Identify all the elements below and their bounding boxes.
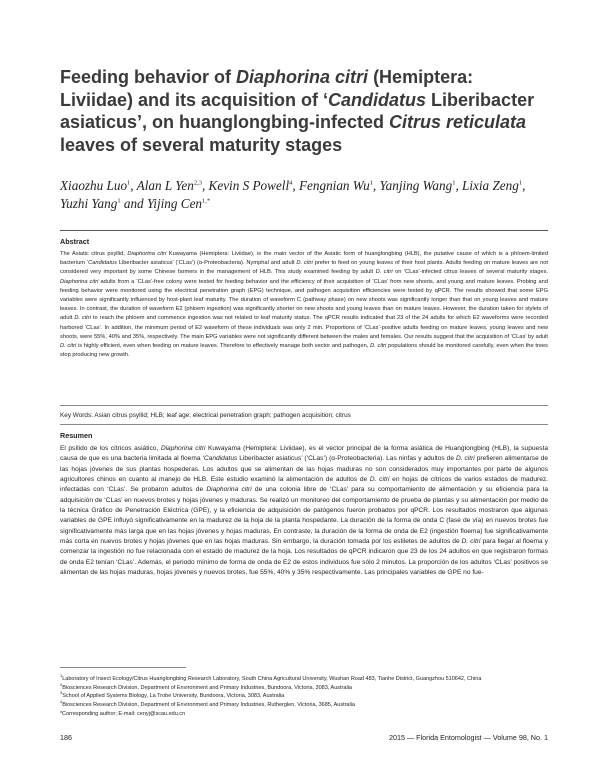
text-run: Liberibacter asiaticus’ (‘CLas’) (α-Proteobacteria). Nymphal and adult xyxy=(116,260,297,267)
author-name: Yuzhi Yang xyxy=(60,195,118,211)
title-candidatus: Candidatus xyxy=(328,89,427,110)
page-number: 186 xyxy=(60,733,72,742)
keywords-label: Key Words: xyxy=(60,412,93,419)
author-separator: , xyxy=(455,178,463,193)
author-affiliation-marker: 1 xyxy=(369,179,373,187)
text-run: adults from a ‘CLas’-free colony were tested for feeding behavior and the efficiency of their acquisition of ‘CLas’ from new shoots, and young and mature leaves. Probing and feeding behavior were monitored using the electrical penetration graph (EPG) technique, and pathogen acquisition efficiencies were tested by qPCR. The results showed that some EPG variables were significantly influenced by host-plant leaf maturity. The duration of waveform C (pathway phase) on new shoots was significantly longer than that on young leaves and mature leaves. In contrast, the duration of waveform E2 (phloem ingestion) was significantly shorter on new shoots and young leaves than on mature leaves. However, the duration taken for stylets of adult xyxy=(60,278,549,322)
keywords xyxy=(60,411,548,420)
text-run: to reach the phloem and commence ingestion was not related to leaf maturity status. The qPCR results indicated that 23 of the 24 adults for which E2 waveforms were recorded harbored ‘CLas’. In addition, the minimum period of E2 waveform of these individuals was only 2 min. Proportions of ‘CLas’-positive adults feeding on mature leaves, young leaves and new shoots, were 55%, 40% and 35%, respectively. The main EPG variables were not significantly different between the males and females. Our results suggest that the acquisition of ‘CLas’ by adult xyxy=(60,315,548,340)
author-name: Fengnian Wu xyxy=(298,178,370,193)
article-title xyxy=(60,66,550,156)
author-affiliation-marker: 1 xyxy=(518,179,523,187)
author-list xyxy=(60,177,550,212)
footnote-marker: 2 xyxy=(60,681,63,687)
author-affiliation-marker: 1 xyxy=(452,179,456,187)
text-run: para llegar al floema y comenzar la ingestión no fue relacionada con el estado de madurez de la hoja. Los resultados de qPCR indicaron que 23 de los 24 adultos en que registraron formas de onda E2 tenían ‘CLas’. Además, el periodo mínimo de forma de onda de E2 de estos individuos fue sólo 2 minutos. La proporción de los adultos ‘CLas’ positivos se alimentan de las hojas maduras, hojas jóvenes y nuevos brotes, fue 55%, 40% y 35% respectivamente. Las principales variables de GPE no fue- xyxy=(60,538,548,577)
abstract-text xyxy=(60,250,548,360)
author-name: Yijing Cen xyxy=(146,195,203,211)
italic-term: D. citri xyxy=(375,269,393,276)
italic-term: Diaphorina citri xyxy=(127,251,167,257)
italic-term: D. citri xyxy=(60,343,77,350)
footnote-marker: 4 xyxy=(60,699,63,705)
title-species: Diaphorina citri xyxy=(236,67,369,87)
footnote-marker: 3 xyxy=(60,690,63,696)
title-part: (Hemiptera: Liviidae) and its acquisition of ‘ xyxy=(60,67,474,110)
author-name: Xiaozhu Luo xyxy=(60,178,128,193)
italic-term: D. citri xyxy=(296,260,313,267)
author-separator: and xyxy=(120,195,147,211)
author-affiliation-marker: 2,3 xyxy=(193,179,202,187)
footnote-text: Biosciences Research Division, Department of Environment and Primary Industries, Rutherglen, Victoria, 3685, Australia xyxy=(62,702,355,709)
text-run: Liberibacter asiaticus’ (‘CLas’) (α-Proteobacteria). Las ninfas y adultos de xyxy=(237,455,456,463)
text-run: en hojas de cítricos de varios estados de madurez. infectadas con ‘CLas’. Se probaron adultos de xyxy=(60,476,548,494)
italic-term: Diaphorina citri xyxy=(206,486,252,494)
italic-term: Diaphorina citri xyxy=(160,445,206,452)
keywords-rule xyxy=(60,405,548,406)
text-run: prefer to feed on young leaves of their host plants. Adults feeding on mature leaves are not considered very important by some Chinese farmers in the management of HLB. This study examined feeding by adult xyxy=(60,260,549,276)
author-affiliation-marker: 1,* xyxy=(202,197,211,205)
author-affiliation-marker: 1 xyxy=(127,179,131,187)
text-run: prefieren alimentarse de las hojas jóvenes de sus plantas hospederas. Los adultos que se alimentan de las hojas maduras no son considerados muy importantes por parte de algunos agricultores chinos en cuanto al manejo de HLB. Este estudio examinó la alimentación de adultos de xyxy=(60,455,549,484)
footnote-text: Laboratory of Insect Ecology/Citrus Huanglongbing Research Laboratory, South China Agricultural University, Wushan Road 483, Tianhe District, Guangzhou 510642, China xyxy=(62,676,482,682)
author-separator: , xyxy=(522,178,526,193)
resumen-heading: Resumen xyxy=(60,431,93,440)
italic-term: D. citri xyxy=(455,455,475,463)
footnote-item xyxy=(60,692,548,701)
text-run: de una colonia libre de ‘CLas’ para su comportamiento de alimentación y su eficiencia para la adquisición de ‘CLas’ en nuevos brotes y hojas jóvenes y maduras. Se realizó un monitoreo del comportamiento de prueba de plantas y su alimentación por medio de la técnica Gráfico de Penetración Eléctrica (GPE), y la eficiencia de adquisición de patógenos fueron probados por qPCR. Los resultados mostraron que algunas variables de GPE influyó significativamente en la madurez de la hoja de la planta hospedante. La duración de la forma de onda C (fase de vía) en nuevos brotes fue significativamente más larga que en las hojas jóvenes y hojas maduras. En contraste, la duración de la forma de onda de E2 (ingestión floema) fue significativamente más corta en nuevos brotes y hojas jóvenes que en las hojas maduras. Sin embargo, la duración tomada por los estiletes de adultos de xyxy=(60,486,548,546)
title-part: Liberibacter asiaticus’, on huanglongbing-infected xyxy=(60,89,535,132)
title-part: Feeding behavior of xyxy=(60,67,237,87)
author-separator: , xyxy=(372,178,380,193)
italic-term: Candidatus xyxy=(203,455,238,463)
footnote-item xyxy=(60,710,548,719)
text-run: populations should be monitored carefully, even when the trees stop producing new growth. xyxy=(60,343,548,359)
author-affiliation-marker: 1 xyxy=(117,197,121,205)
keywords-text: Asian citrus psyllid; HLB; leaf age; electrical penetration graph; pathogen acquisition; citrus xyxy=(92,412,351,419)
text-run: Kuwayama (Hemiptera: Liviidae), is the main vector of the Asiatic form of huanglongbing (HLB), the putative cause of which is a phloem-limited bacterium ‘ xyxy=(60,251,548,267)
footnotes xyxy=(60,675,548,719)
author-name: Kevin S Powell xyxy=(208,178,290,193)
author-separator: , xyxy=(292,178,299,193)
text-run: El psílido de los cítricos asiático, xyxy=(60,445,161,452)
author-name: Yanjing Wang xyxy=(379,178,453,193)
resumen-rule xyxy=(60,424,548,425)
footnote-text: *Corresponding author; E-mail: cenyj@scau.edu.cn xyxy=(60,710,186,717)
abstract-top-rule xyxy=(60,230,548,231)
footnote-text: School of Applied Systems Biology, La Trobe University, Bundoora, Victoria, 3083, Australia xyxy=(62,693,285,700)
footnote-item xyxy=(60,675,548,684)
italic-term: D. citri xyxy=(370,343,387,350)
text-run: The Asiatic citrus psyllid, xyxy=(60,251,128,257)
journal-footer: 2015 — Florida Entomologist — Volume 98, No. 1 xyxy=(388,733,548,742)
footnote-marker: 1 xyxy=(60,673,63,679)
footnote-text: Biosciences Research Division, Department of Environment and Primary Industries, Bundoora, Victoria, 3083, Australia xyxy=(62,684,352,691)
text-run: on ‘CLas’-infected citrus leaves of several maturity stages. xyxy=(392,269,548,276)
italic-term: D. citri xyxy=(461,538,481,546)
abstract-heading: Abstract xyxy=(60,237,90,246)
italic-term: D. citri xyxy=(369,476,390,484)
title-part: leaves of several maturity stages xyxy=(60,134,343,155)
italic-term: D. citri xyxy=(74,315,91,322)
author-separator: , xyxy=(130,178,137,193)
footnote-item xyxy=(60,701,548,710)
italic-term: Candidatus xyxy=(88,260,117,267)
italic-term: Diaphorina citri xyxy=(60,278,99,285)
footnote-rule xyxy=(60,667,186,668)
text-run: is highly efficient, even when feeding on mature leaves. Therefore to effectively manage both vector and pathogen, xyxy=(76,343,371,350)
author-affiliation-marker: 4 xyxy=(289,179,293,187)
text-run: Kuwayama (Hemiptera: Liviidae), es el vector principal de la forma asiática de Huanglongbing (HLB), la supuesta causa de que es una bacteria limitada al floema ‘ xyxy=(60,445,549,463)
author-name: Lixia Zeng xyxy=(462,178,519,193)
title-host-species: Citrus reticulata xyxy=(389,112,527,132)
author-name: Alan L Yen xyxy=(136,178,194,193)
author-separator: , xyxy=(201,178,209,193)
resumen-text xyxy=(60,444,548,578)
footnote-item xyxy=(60,681,548,693)
